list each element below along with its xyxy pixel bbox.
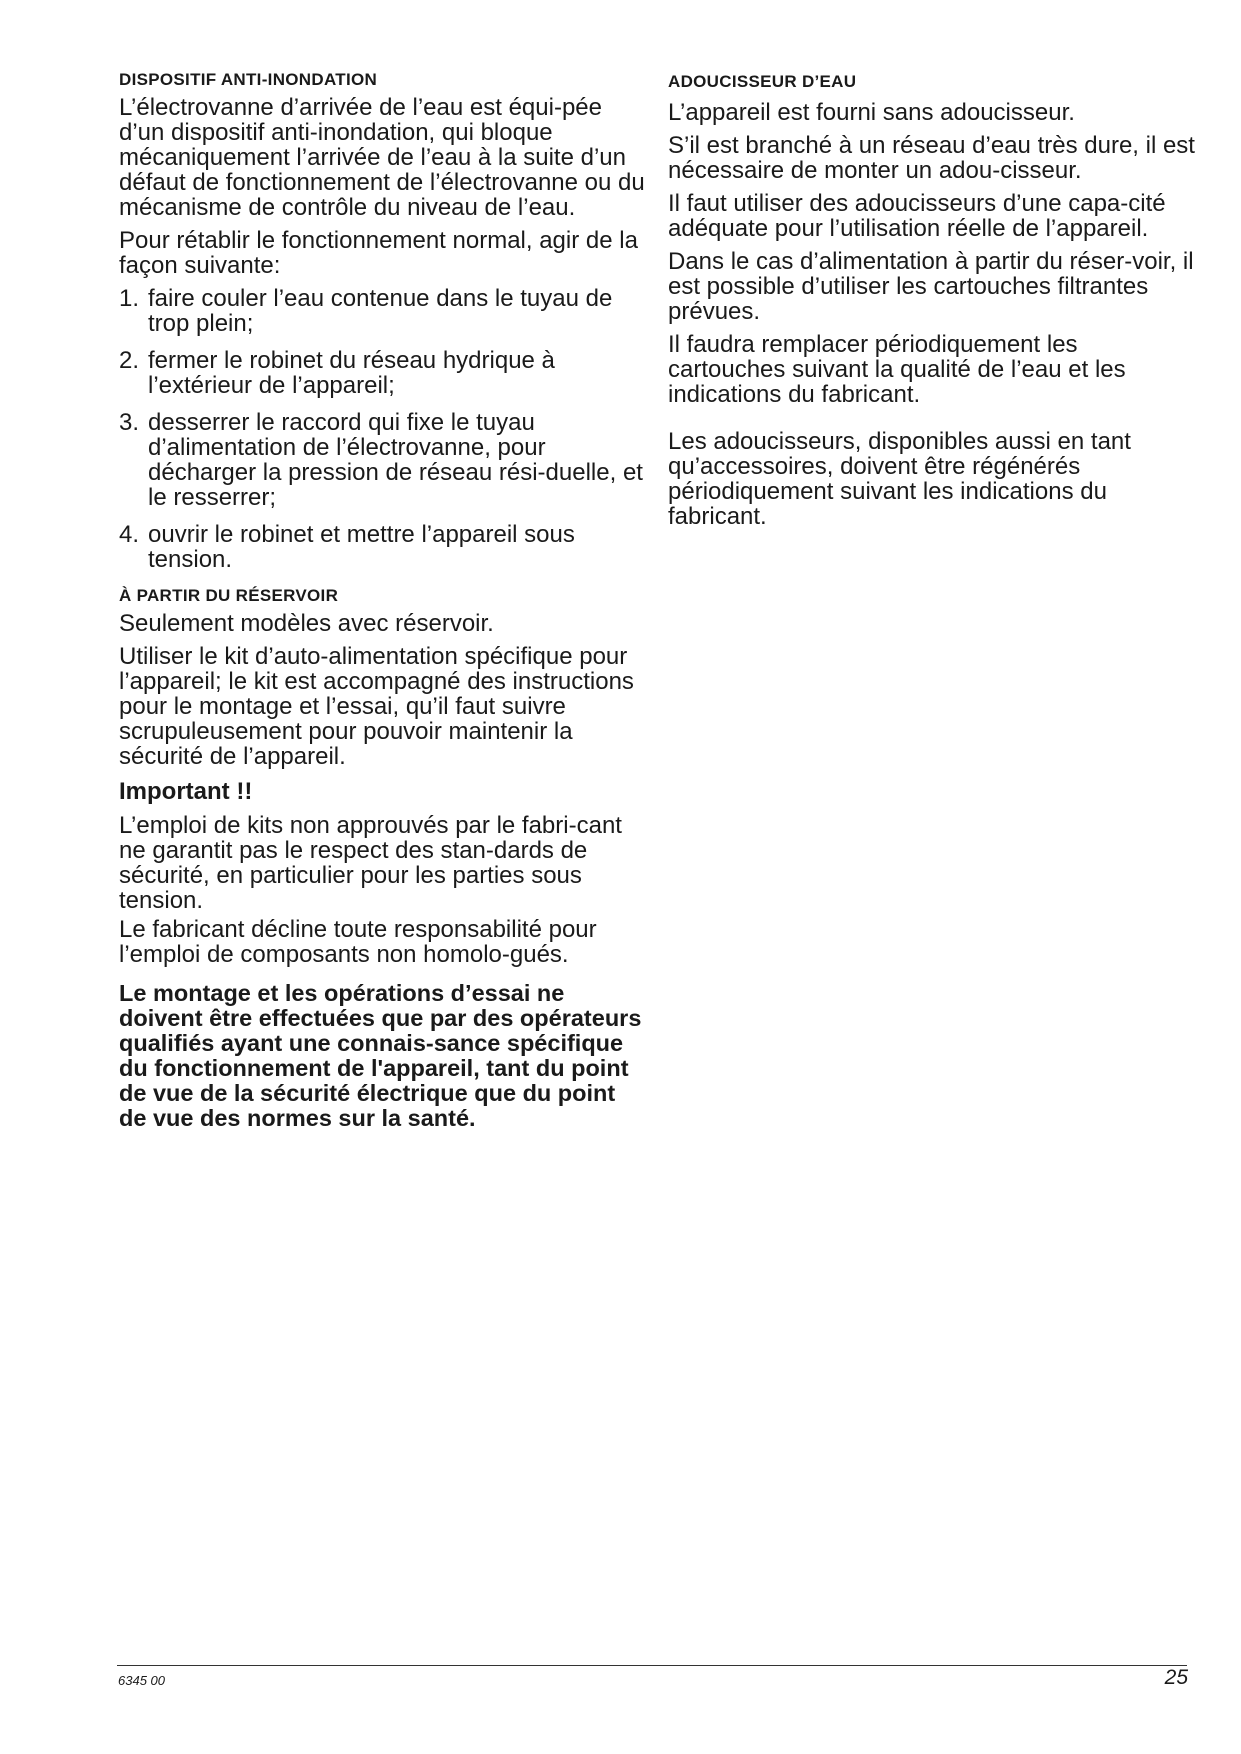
footer-divider bbox=[117, 1665, 1187, 1666]
paragraph: Dans le cas d’alimentation à partir du réser-voir, il est possible d’utiliser les cartouches filtrantes prévues. bbox=[668, 248, 1194, 325]
paragraph: Il faudra remplacer périodiquement les cartouches suivant la qualité de l’eau et les indications du fabricant. bbox=[668, 331, 1126, 408]
list-item: 3. desserrer le raccord qui fixe le tuyau d’alimentation de l’électrovanne, pour décharger la pression de réseau rési-duelle, et le resserrer; bbox=[119, 409, 643, 511]
paragraph: Il faut utiliser des adoucisseurs d’une capa-cité adéquate pour l’utilisation réelle de l’appareil. bbox=[668, 190, 1166, 242]
important-heading: Important !! bbox=[119, 778, 253, 805]
list-item: 2. fermer le robinet du réseau hydrique à l’extérieur de l’appareil; bbox=[119, 347, 555, 399]
left-column bbox=[119, 70, 647, 1131]
paragraph: Pour rétablir le fonctionnement normal, agir de la façon suivante: bbox=[119, 227, 638, 279]
list-item: 4. ouvrir le robinet et mettre l’appareil sous tension. bbox=[119, 521, 575, 573]
procedure-list bbox=[119, 286, 647, 572]
section-heading-softener: ADOUCISSEUR D’EAU bbox=[668, 72, 857, 91]
list-item: 1. faire couler l’eau contenue dans le tuyau de trop plein; bbox=[119, 285, 613, 337]
safety-warning: Le montage et les opérations d’essai ne doivent être effectuées que par des opérateurs qualifiés ayant une connais-sance spécifique du fonctionnement de l'appareil, tant du point de vue de la sécurité électrique que du point de vue des normes sur la santé. bbox=[119, 980, 642, 1131]
paragraph: L’emploi de kits non approuvés par le fabri-cant ne garantit pas le respect des stan-dards de sécurité, en particulier pour les parties sous tension. bbox=[119, 812, 622, 914]
section-heading-tank: À PARTIR DU RÉSERVOIR bbox=[119, 586, 339, 605]
section-heading-anti-flood: DISPOSITIF ANTI-INONDATION bbox=[119, 70, 378, 89]
page-number: 25 bbox=[1164, 1666, 1188, 1689]
paragraph: Seulement modèles avec réservoir. bbox=[119, 610, 494, 637]
right-column bbox=[668, 72, 1198, 537]
paragraph: L’appareil est fourni sans adoucisseur. bbox=[668, 99, 1075, 126]
paragraph: Le fabricant décline toute responsabilité pour l’emploi de composants non homolo-gués. bbox=[119, 916, 597, 968]
document-code: 6345 00 bbox=[118, 1673, 165, 1688]
paragraph: Utiliser le kit d’auto-alimentation spécifique pour l’appareil; le kit est accompagné des instructions pour le montage et l’essai, qu’il faut suivre scrupuleusement pour pouvoir maintenir la sécurité de l’appareil. bbox=[119, 643, 634, 770]
paragraph: L’électrovanne d’arrivée de l’eau est équi-pée d’un dispositif anti-inondation, qui bloque mécaniquement l’arrivée de l’eau à la suite d’un défaut de fonctionnement de l’électrovanne ou du mécanisme de contrôle du niveau de l’eau. bbox=[119, 94, 645, 221]
paragraph: Les adoucisseurs, disponibles aussi en tant qu’accessoires, doivent être régénérés périodiquement suivant les indications du fabricant. bbox=[668, 428, 1131, 530]
paragraph: S’il est branché à un réseau d’eau très dure, il est nécessaire de monter un adou-cisseur. bbox=[668, 132, 1195, 184]
